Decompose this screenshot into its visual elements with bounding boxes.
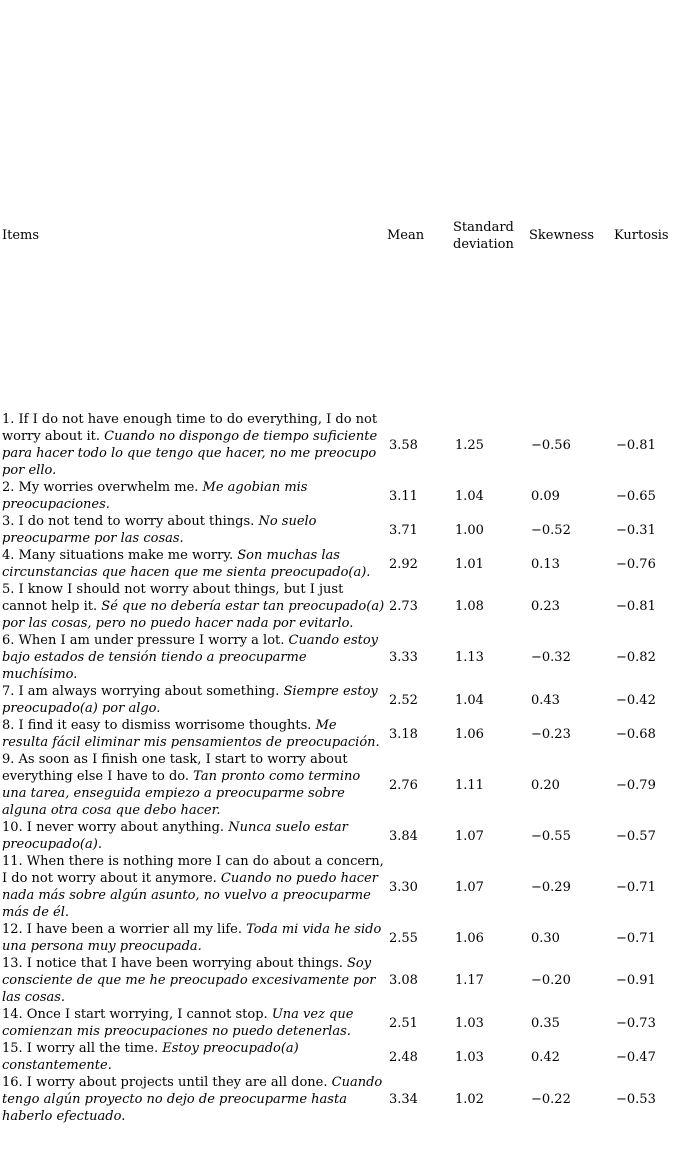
item-cell <box>0 683 389 717</box>
item-english: 8. I find it easy to dismiss worrisome thoughts. <box>2 718 312 733</box>
skewness-cell: 0.23 <box>531 599 560 614</box>
item-text <box>2 853 386 921</box>
header-items: Items <box>2 228 40 243</box>
table-row <box>0 547 687 581</box>
item-english: 16. I worry about projects until they are all done. <box>2 1075 328 1090</box>
table-row <box>0 853 687 921</box>
mean-cell: 3.84 <box>389 828 418 844</box>
item-english: 1. If I do not have enough time to do everything, I do not worry about it. <box>2 412 378 444</box>
item-spanish: Sé que no debería estar tan preocupado(a) por las cosas, pero no puedo hacer nada por evitarlo. <box>2 599 385 631</box>
item-text <box>2 1006 386 1040</box>
mean-cell: 2.76 <box>389 777 418 793</box>
item-spanish: Nunca suelo estar preocupado(a). <box>2 820 348 852</box>
item-spanish: Cuando tengo algún proyecto no dejo de preocuparme hasta haberlo efectuado. <box>2 1075 383 1124</box>
table-row <box>0 513 687 547</box>
item-text <box>2 479 386 513</box>
skewness-cell: −0.55 <box>531 828 571 844</box>
item-text <box>2 547 386 581</box>
table-row <box>0 717 687 751</box>
mean-cell: 3.08 <box>389 973 418 988</box>
sd-cell: 1.07 <box>455 828 484 844</box>
skewness-cell: 0.30 <box>531 930 560 946</box>
sd-cell: 1.25 <box>455 437 484 453</box>
sd-cell: 1.06 <box>455 930 484 946</box>
sd-cell: 1.08 <box>455 599 484 614</box>
mean-cell: 2.73 <box>389 599 418 614</box>
kurtosis-cell: −0.57 <box>616 828 656 844</box>
kurtosis-cell: −0.81 <box>616 437 656 453</box>
header-skewness: Skewness <box>529 228 595 243</box>
skewness-cell: −0.32 <box>531 650 571 665</box>
item-english: 12. I have been a worrier all my life. <box>2 922 242 937</box>
table-row <box>0 1074 687 1125</box>
sd-cell: 1.03 <box>455 1015 484 1031</box>
item-english: 13. I notice that I have been worrying about things. <box>2 956 343 971</box>
item-text <box>2 955 386 1006</box>
item-spanish: Son muchas las circunstancias que hacen que me sienta preocupado(a). <box>2 548 371 580</box>
table-row <box>0 479 687 513</box>
item-text <box>2 819 386 853</box>
item-cell <box>0 1006 389 1040</box>
sd-cell: 1.06 <box>455 726 484 742</box>
skewness-cell: 0.13 <box>531 556 560 572</box>
item-text <box>2 411 386 479</box>
mean-cell: 3.11 <box>389 488 418 504</box>
item-spanish: Me agobian mis preocupaciones. <box>2 480 308 512</box>
kurtosis-cell: −0.82 <box>616 650 656 665</box>
kurtosis-cell: −0.53 <box>616 1092 656 1107</box>
kurtosis-cell: −0.81 <box>616 599 656 614</box>
item-text <box>2 1040 386 1074</box>
mean-cell: 3.71 <box>389 522 418 538</box>
sd-cell: 1.03 <box>455 1049 484 1065</box>
items-table <box>0 411 687 1125</box>
kurtosis-cell: −0.71 <box>616 879 656 895</box>
item-spanish: Tan pronto como termino una tarea, enseguida empiezo a preocuparme sobre alguna otra cosa que debo hacer. <box>2 769 361 818</box>
item-cell <box>0 751 389 819</box>
item-cell <box>0 411 389 479</box>
item-english: 7. I am always worrying about something. <box>2 684 280 699</box>
item-spanish: Una vez que comienzan mis preocupaciones no puedo detenerlas. <box>2 1007 354 1039</box>
header-standard-deviation <box>453 219 514 253</box>
item-spanish: Soy consciente de que me he preocupado excesivamente por las cosas. <box>2 956 376 1005</box>
item-cell <box>0 955 389 1006</box>
table-row <box>0 632 687 683</box>
kurtosis-cell: −0.31 <box>616 522 656 538</box>
header-mean: Mean <box>387 228 425 243</box>
table-row <box>0 955 687 1006</box>
skewness-cell: −0.29 <box>531 879 571 895</box>
table-body <box>0 411 687 1125</box>
header-kurtosis: Kurtosis <box>614 228 669 243</box>
item-english: 15. I worry all the time. <box>2 1041 159 1056</box>
kurtosis-cell: −0.76 <box>616 556 656 572</box>
table-row <box>0 921 687 955</box>
item-english: 3. I do not tend to worry about things. <box>2 514 255 529</box>
item-text <box>2 751 386 819</box>
mean-cell: 2.52 <box>389 692 418 708</box>
item-cell <box>0 632 389 683</box>
table-row <box>0 751 687 819</box>
item-cell <box>0 819 389 853</box>
sd-cell: 1.17 <box>455 973 484 988</box>
mean-cell: 3.18 <box>389 726 418 742</box>
item-text <box>2 513 386 547</box>
item-english: 11. When there is nothing more I can do about a concern, I do not worry about it anymore. <box>2 854 384 886</box>
mean-cell: 2.92 <box>389 556 418 572</box>
item-english: 6. When I am under pressure I worry a lot. <box>2 633 285 648</box>
sd-cell: 1.07 <box>455 879 484 895</box>
skewness-cell: 0.43 <box>531 692 560 708</box>
item-cell <box>0 1040 389 1074</box>
sd-cell: 1.11 <box>455 777 484 793</box>
item-spanish: Me resulta fácil eliminar mis pensamientos de preocupación. <box>2 718 380 750</box>
skewness-cell: −0.56 <box>531 437 571 453</box>
table-row <box>0 683 687 717</box>
skewness-cell: 0.35 <box>531 1015 560 1031</box>
item-english: 5. I know I should not worry about things, but I just cannot help it. <box>2 582 344 614</box>
sd-cell: 1.00 <box>455 522 484 538</box>
sd-cell: 1.02 <box>455 1092 484 1107</box>
mean-cell: 2.48 <box>389 1049 418 1065</box>
kurtosis-cell: −0.68 <box>616 726 656 742</box>
sd-cell: 1.01 <box>455 556 484 572</box>
item-english: 10. I never worry about anything. <box>2 820 225 835</box>
item-text <box>2 921 386 955</box>
item-spanish: Cuando estoy bajo estados de tensión tiendo a preocuparme muchísimo. <box>2 633 379 682</box>
mean-cell: 2.51 <box>389 1015 418 1031</box>
header-sd-line1: Standard <box>453 220 514 235</box>
item-english: 9. As soon as I finish one task, I start to worry about everything else I have to do. <box>2 752 348 784</box>
item-spanish: Siempre estoy preocupado(a) por algo. <box>2 684 378 716</box>
sd-cell: 1.04 <box>455 692 484 708</box>
header-sd-line2: deviation <box>453 237 514 252</box>
kurtosis-cell: −0.71 <box>616 930 656 946</box>
skewness-cell: 0.20 <box>531 777 560 793</box>
item-cell <box>0 1074 389 1125</box>
item-english: 14. Once I start worrying, I cannot stop. <box>2 1007 268 1022</box>
mean-cell: 2.55 <box>389 930 418 946</box>
kurtosis-cell: −0.42 <box>616 692 656 708</box>
table-row <box>0 1006 687 1040</box>
mean-cell: 3.30 <box>389 879 418 895</box>
kurtosis-cell: −0.79 <box>616 777 656 793</box>
skewness-cell: 0.09 <box>531 488 560 504</box>
item-text <box>2 581 386 632</box>
sd-cell: 1.13 <box>455 650 484 665</box>
skewness-cell: −0.23 <box>531 726 571 742</box>
item-cell <box>0 853 389 921</box>
skewness-cell: −0.52 <box>531 522 571 538</box>
item-spanish: No suelo preocuparme por las cosas. <box>2 514 317 546</box>
item-cell <box>0 581 389 632</box>
item-english: 4. Many situations make me worry. <box>2 548 234 563</box>
item-spanish: Cuando no dispongo de tiempo suficiente para hacer todo lo que tengo que hacer, no me preocupo por ello. <box>2 429 378 478</box>
skewness-cell: −0.20 <box>531 973 571 988</box>
table-row <box>0 411 687 479</box>
mean-cell: 3.34 <box>389 1092 418 1107</box>
kurtosis-cell: −0.65 <box>616 488 656 504</box>
table-row <box>0 819 687 853</box>
item-spanish: Estoy preocupado(a) constantemente. <box>2 1041 299 1073</box>
skewness-cell: 0.42 <box>531 1049 560 1065</box>
item-text <box>2 717 386 751</box>
kurtosis-cell: −0.91 <box>616 973 656 988</box>
sd-cell: 1.04 <box>455 488 484 504</box>
item-english: 2. My worries overwhelm me. <box>2 480 199 495</box>
skewness-cell: −0.22 <box>531 1092 571 1107</box>
mean-cell: 3.58 <box>389 437 418 453</box>
table-row <box>0 581 687 632</box>
item-cell <box>0 547 389 581</box>
item-spanish: Cuando no puedo hacer nada más sobre algún asunto, no vuelvo a preocuparme más de él. <box>2 871 378 920</box>
table-row <box>0 1040 687 1074</box>
mean-cell: 3.33 <box>389 650 418 665</box>
item-spanish: Toda mi vida he sido una persona muy preocupada. <box>2 922 382 954</box>
item-text <box>2 1074 386 1125</box>
kurtosis-cell: −0.73 <box>616 1015 656 1031</box>
table-header <box>0 216 687 256</box>
item-cell <box>0 717 389 751</box>
kurtosis-cell: −0.47 <box>616 1049 656 1065</box>
item-cell <box>0 479 389 513</box>
item-cell <box>0 921 389 955</box>
item-text <box>2 632 386 683</box>
item-text <box>2 683 386 717</box>
item-cell <box>0 513 389 547</box>
